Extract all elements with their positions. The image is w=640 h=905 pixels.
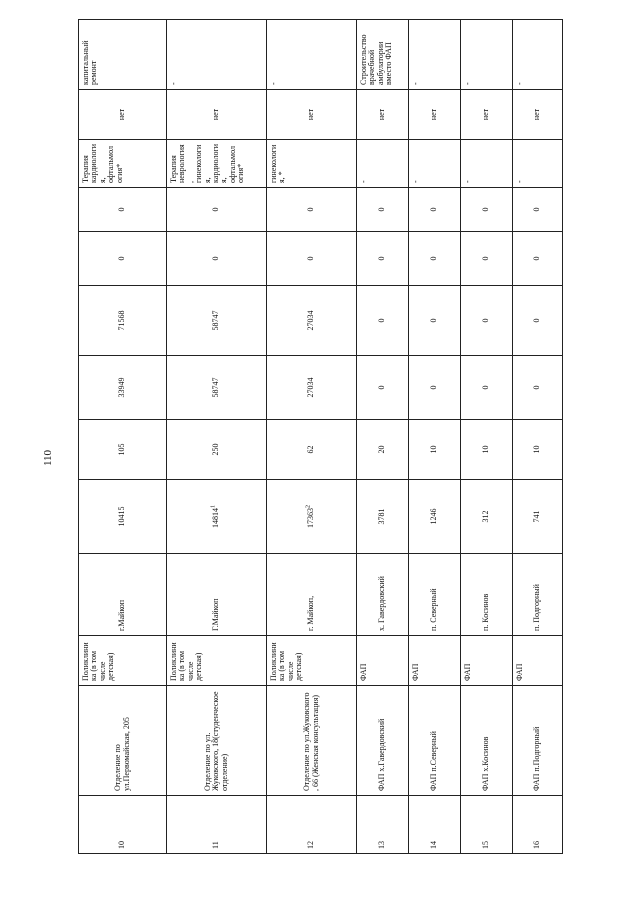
- cell-row-number: [461, 796, 513, 854]
- footnote-marker: 1: [210, 505, 217, 508]
- flag-text: нет: [117, 108, 127, 121]
- value-4-text: 0: [532, 318, 542, 323]
- cell-value-3: [461, 356, 513, 420]
- cell-flag: [409, 90, 461, 140]
- value-2-text: 10: [532, 445, 542, 454]
- cell-row-number: [79, 796, 167, 854]
- value-1-text: 14814: [211, 508, 221, 528]
- cell-value-1: [357, 480, 409, 554]
- value-5-text: 0: [117, 256, 127, 261]
- cell-value-1: [267, 480, 357, 554]
- value-1-text: 741: [532, 510, 542, 523]
- value-5-text: 0: [429, 256, 439, 261]
- cell-flag: [513, 90, 563, 140]
- cell-facility-name: [167, 686, 267, 796]
- cell-facility-name: [461, 686, 513, 796]
- cell-value-5: [167, 232, 267, 286]
- cell-value-4: [79, 286, 167, 356]
- cell-location: [461, 554, 513, 636]
- value-5-text: 0: [377, 256, 387, 261]
- cell-value-1: [167, 480, 267, 554]
- cell-facility-type: [167, 636, 267, 686]
- cell-value-4: [513, 286, 563, 356]
- flag-text: нет: [377, 108, 387, 121]
- cell-facility-type: [79, 636, 167, 686]
- table-row: [167, 20, 267, 854]
- value-4-text: 27034: [306, 310, 316, 331]
- cell-location: [357, 554, 409, 636]
- value-1-text: 10415: [117, 506, 127, 527]
- row-number-text: 16: [532, 841, 542, 849]
- cell-profile: [167, 140, 267, 188]
- row-number-text: 12: [306, 841, 316, 849]
- value-1-text: 3781: [377, 508, 387, 525]
- value-1-text: 312: [481, 510, 491, 523]
- row-number-text: 14: [429, 841, 439, 849]
- cell-note: [513, 20, 563, 90]
- table-row: [79, 20, 167, 854]
- facility-type-text: ФАП: [359, 663, 368, 681]
- value-4-text: 0: [481, 318, 491, 323]
- facility-type-text: ФАП: [411, 663, 420, 681]
- cell-value-4: [409, 286, 461, 356]
- value-5-text: 0: [211, 256, 221, 261]
- cell-value-3: [409, 356, 461, 420]
- cell-flag: [461, 90, 513, 140]
- flag-text: нет: [306, 108, 316, 121]
- cell-facility-type: [461, 636, 513, 686]
- facility-name-text: ФАП п.Северный: [429, 731, 439, 791]
- location-text: х. Гавердовский: [377, 576, 387, 631]
- cell-value-5: [409, 232, 461, 286]
- facility-type-text: Поликлиника (в том числе детская): [81, 642, 116, 681]
- flag-text: нет: [532, 108, 542, 121]
- cell-value-4: [167, 286, 267, 356]
- table-row: [513, 20, 563, 854]
- cell-note: [267, 20, 357, 90]
- note-text: -: [463, 82, 472, 85]
- page-number: 110: [42, 449, 54, 467]
- cell-flag: [267, 90, 357, 140]
- value-6-text: 0: [117, 207, 127, 212]
- value-6-text: 0: [429, 207, 439, 212]
- profile-text: -: [411, 180, 420, 183]
- profile-text: Терапия неврология, гинекология, кардиология, офтальмология*: [169, 143, 246, 183]
- row-number-text: 13: [377, 841, 387, 849]
- cell-value-5: [267, 232, 357, 286]
- cell-value-5: [357, 232, 409, 286]
- flag-text: нет: [481, 108, 491, 121]
- facility-type-text: ФАП: [515, 663, 524, 681]
- cell-note: [357, 20, 409, 90]
- facility-type-text: ФАП: [463, 663, 472, 681]
- cell-value-4: [461, 286, 513, 356]
- value-1-text: 17363: [306, 508, 316, 528]
- cell-value-2: [267, 420, 357, 480]
- cell-flag: [357, 90, 409, 140]
- facility-name-text: Отделение по ул.Первомайская, 205: [113, 717, 131, 791]
- cell-profile: [461, 140, 513, 188]
- value-4-text: 0: [429, 318, 439, 323]
- value-2-text: 10: [429, 445, 439, 454]
- cell-note: [409, 20, 461, 90]
- value-2-text: 105: [117, 443, 127, 456]
- profile-text: -: [359, 180, 368, 183]
- cell-note: [79, 20, 167, 90]
- cell-facility-name: [79, 686, 167, 796]
- cell-facility-type: [267, 636, 357, 686]
- note-text: -: [169, 82, 178, 85]
- cell-value-3: [513, 356, 563, 420]
- cell-value-1: [79, 480, 167, 554]
- value-4-text: 0: [377, 318, 387, 323]
- cell-value-1: [409, 480, 461, 554]
- cell-value-4: [267, 286, 357, 356]
- value-2-text: 20: [377, 445, 387, 454]
- cell-value-2: [513, 420, 563, 480]
- cell-value-6: [267, 188, 357, 232]
- value-6-text: 0: [306, 207, 316, 212]
- cell-flag: [167, 90, 267, 140]
- row-number-text: 15: [481, 841, 491, 849]
- value-3-text: 33949: [117, 377, 127, 398]
- table-row: [461, 20, 513, 854]
- value-3-text: 0: [481, 385, 491, 390]
- cell-flag: [79, 90, 167, 140]
- cell-value-6: [357, 188, 409, 232]
- value-6-text: 0: [377, 207, 387, 212]
- cell-facility-name: [513, 686, 563, 796]
- profile-text: гинекология, *: [269, 144, 287, 183]
- facility-name-text: Отделение по ул. Жуковского, 18(студенческое отделение): [202, 691, 229, 791]
- location-text: п. Подгорный: [532, 584, 542, 631]
- cell-row-number: [167, 796, 267, 854]
- profile-text: -: [515, 180, 524, 183]
- note-text: Строительство врачебной амбулатории вместо ФАП: [359, 34, 394, 85]
- value-4-text: 58747: [211, 310, 221, 331]
- profile-text: Терапия кардиология, офтальмология*: [81, 143, 124, 183]
- row-number-text: 11: [211, 841, 221, 849]
- note-text: -: [515, 82, 524, 85]
- row-number-text: 10: [117, 841, 127, 849]
- value-4-text: 71568: [117, 310, 127, 331]
- note-text: -: [269, 82, 278, 85]
- value-3-text: 0: [429, 385, 439, 390]
- facilities-table: [78, 19, 563, 854]
- cell-value-1: [513, 480, 563, 554]
- value-2-text: 10: [481, 445, 491, 454]
- cell-location: [513, 554, 563, 636]
- facility-name-text: Отделение по ул.Жуковского , 66 (Женская консультация): [302, 692, 320, 791]
- cell-profile: [513, 140, 563, 188]
- cell-note: [167, 20, 267, 90]
- cell-row-number: [513, 796, 563, 854]
- cell-facility-name: [357, 686, 409, 796]
- cell-value-3: [267, 356, 357, 420]
- facility-name-text: ФАП х.Косинов: [481, 736, 491, 791]
- cell-value-6: [461, 188, 513, 232]
- cell-profile: [79, 140, 167, 188]
- cell-facility-type: [513, 636, 563, 686]
- cell-value-4: [357, 286, 409, 356]
- cell-value-6: [79, 188, 167, 232]
- cell-note: [461, 20, 513, 90]
- cell-profile: [357, 140, 409, 188]
- profile-text: -: [463, 180, 472, 183]
- value-3-text: 0: [377, 385, 387, 390]
- table-body: [79, 20, 563, 854]
- cell-value-3: [357, 356, 409, 420]
- flag-text: нет: [211, 108, 221, 121]
- note-text: -: [411, 82, 420, 85]
- value-6-text: 0: [481, 207, 491, 212]
- location-text: г. Майкоп,: [306, 595, 316, 631]
- value-3-text: 27034: [306, 377, 316, 398]
- cell-value-6: [409, 188, 461, 232]
- value-5-text: 0: [481, 256, 491, 261]
- cell-location: [409, 554, 461, 636]
- cell-profile: [267, 140, 357, 188]
- cell-value-5: [79, 232, 167, 286]
- value-5-text: 0: [532, 256, 542, 261]
- facility-type-text: Поликлиника (в том числе детская): [269, 642, 304, 681]
- cell-location: [167, 554, 267, 636]
- facility-name-text: ФАП х.Гавердовский: [377, 718, 387, 791]
- value-3-text: 0: [532, 385, 542, 390]
- location-text: п. Северный: [429, 588, 439, 631]
- value-5-text: 0: [306, 256, 316, 261]
- cell-facility-name: [409, 686, 461, 796]
- value-6-text: 0: [211, 207, 221, 212]
- cell-location: [267, 554, 357, 636]
- note-text: капитальный ремонт: [81, 40, 99, 85]
- cell-value-2: [79, 420, 167, 480]
- location-text: п. Косинов: [481, 593, 491, 631]
- cell-value-2: [357, 420, 409, 480]
- document-table-area: [78, 34, 562, 854]
- cell-value-5: [461, 232, 513, 286]
- cell-facility-name: [267, 686, 357, 796]
- value-3-text: 58747: [211, 377, 221, 398]
- value-2-text: 62: [306, 445, 316, 454]
- location-text: Г.Майкоп: [211, 598, 221, 631]
- footnote-marker: 2: [305, 505, 312, 508]
- facility-type-text: Поликлиника (в том числе детская): [169, 642, 204, 681]
- cell-profile: [409, 140, 461, 188]
- cell-value-2: [461, 420, 513, 480]
- cell-facility-type: [409, 636, 461, 686]
- table-row: [267, 20, 357, 854]
- facility-name-text: ФАП п.Подгорный: [532, 726, 542, 791]
- value-2-text: 250: [211, 443, 221, 456]
- cell-row-number: [357, 796, 409, 854]
- cell-row-number: [267, 796, 357, 854]
- cell-location: [79, 554, 167, 636]
- cell-value-6: [167, 188, 267, 232]
- location-text: г.Майкоп: [117, 599, 127, 631]
- cell-facility-type: [357, 636, 409, 686]
- table-row: [357, 20, 409, 854]
- table-row: [409, 20, 461, 854]
- flag-text: нет: [429, 108, 439, 121]
- rotated-table-container: [78, 34, 562, 854]
- cell-value-2: [167, 420, 267, 480]
- value-1-text: 1246: [429, 508, 439, 525]
- value-6-text: 0: [532, 207, 542, 212]
- cell-value-3: [79, 356, 167, 420]
- cell-value-5: [513, 232, 563, 286]
- cell-value-1: [461, 480, 513, 554]
- cell-value-2: [409, 420, 461, 480]
- cell-value-3: [167, 356, 267, 420]
- cell-value-6: [513, 188, 563, 232]
- cell-row-number: [409, 796, 461, 854]
